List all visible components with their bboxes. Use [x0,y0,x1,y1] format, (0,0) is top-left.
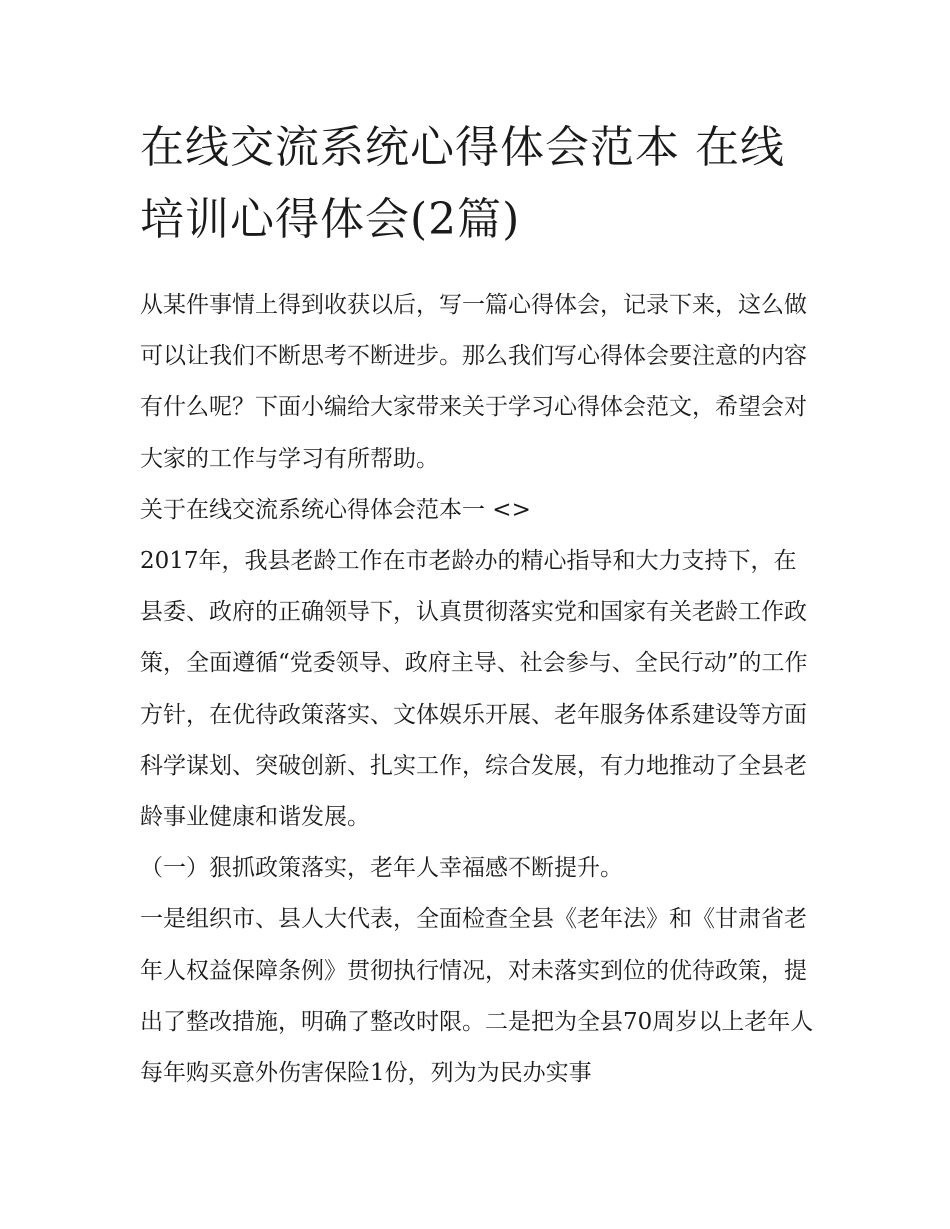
subsection-heading: （一）狠抓政策落实，老年人幸福感不断提升。 [140,855,623,882]
document-body [140,280,815,1099]
intro-paragraph: 从某件事情上得到收获以后，写一篇心得体会，记录下来，这么做可以让我们不断思考不断进步。那么我们写心得体会要注意的内容有什么呢？下面小编给大家带来关于学习心得体会范文，希望会对大家的工作与学习有所帮助。 [140,292,807,472]
document-title: 在线交流系统心得体会范本 在线培训心得体会(2篇) [140,122,785,245]
body-paragraph: 一是组织市、县人大代表，全面检查全县《老年法》和《甘肃省老年人权益保障条例》贯彻执行情况，对未落实到位的优待政策，提出了整改措施，明确了整改时限。二是把为全县70周岁以上老年人每年购买意外伤害保险1份，列为为民办实事 [140,906,814,1087]
body-paragraph: 2017年，我县老龄工作在市老龄办的精心指导和大力支持下，在县委、政府的正确领导下，认真贯彻落实党和国家有关老龄工作政策，全面遵循“党委领导、政府主导、社会参与、全民行动”的工作方针，在优待政策落实、文体娱乐开展、老年服务体系建设等方面科学谋划、突破创新、扎实工作，综合发展，有力地推动了全县老龄事业健康和谐发展。 [140,548,808,831]
section-heading: 关于在线交流系统心得体会范本一 <> [140,496,531,523]
